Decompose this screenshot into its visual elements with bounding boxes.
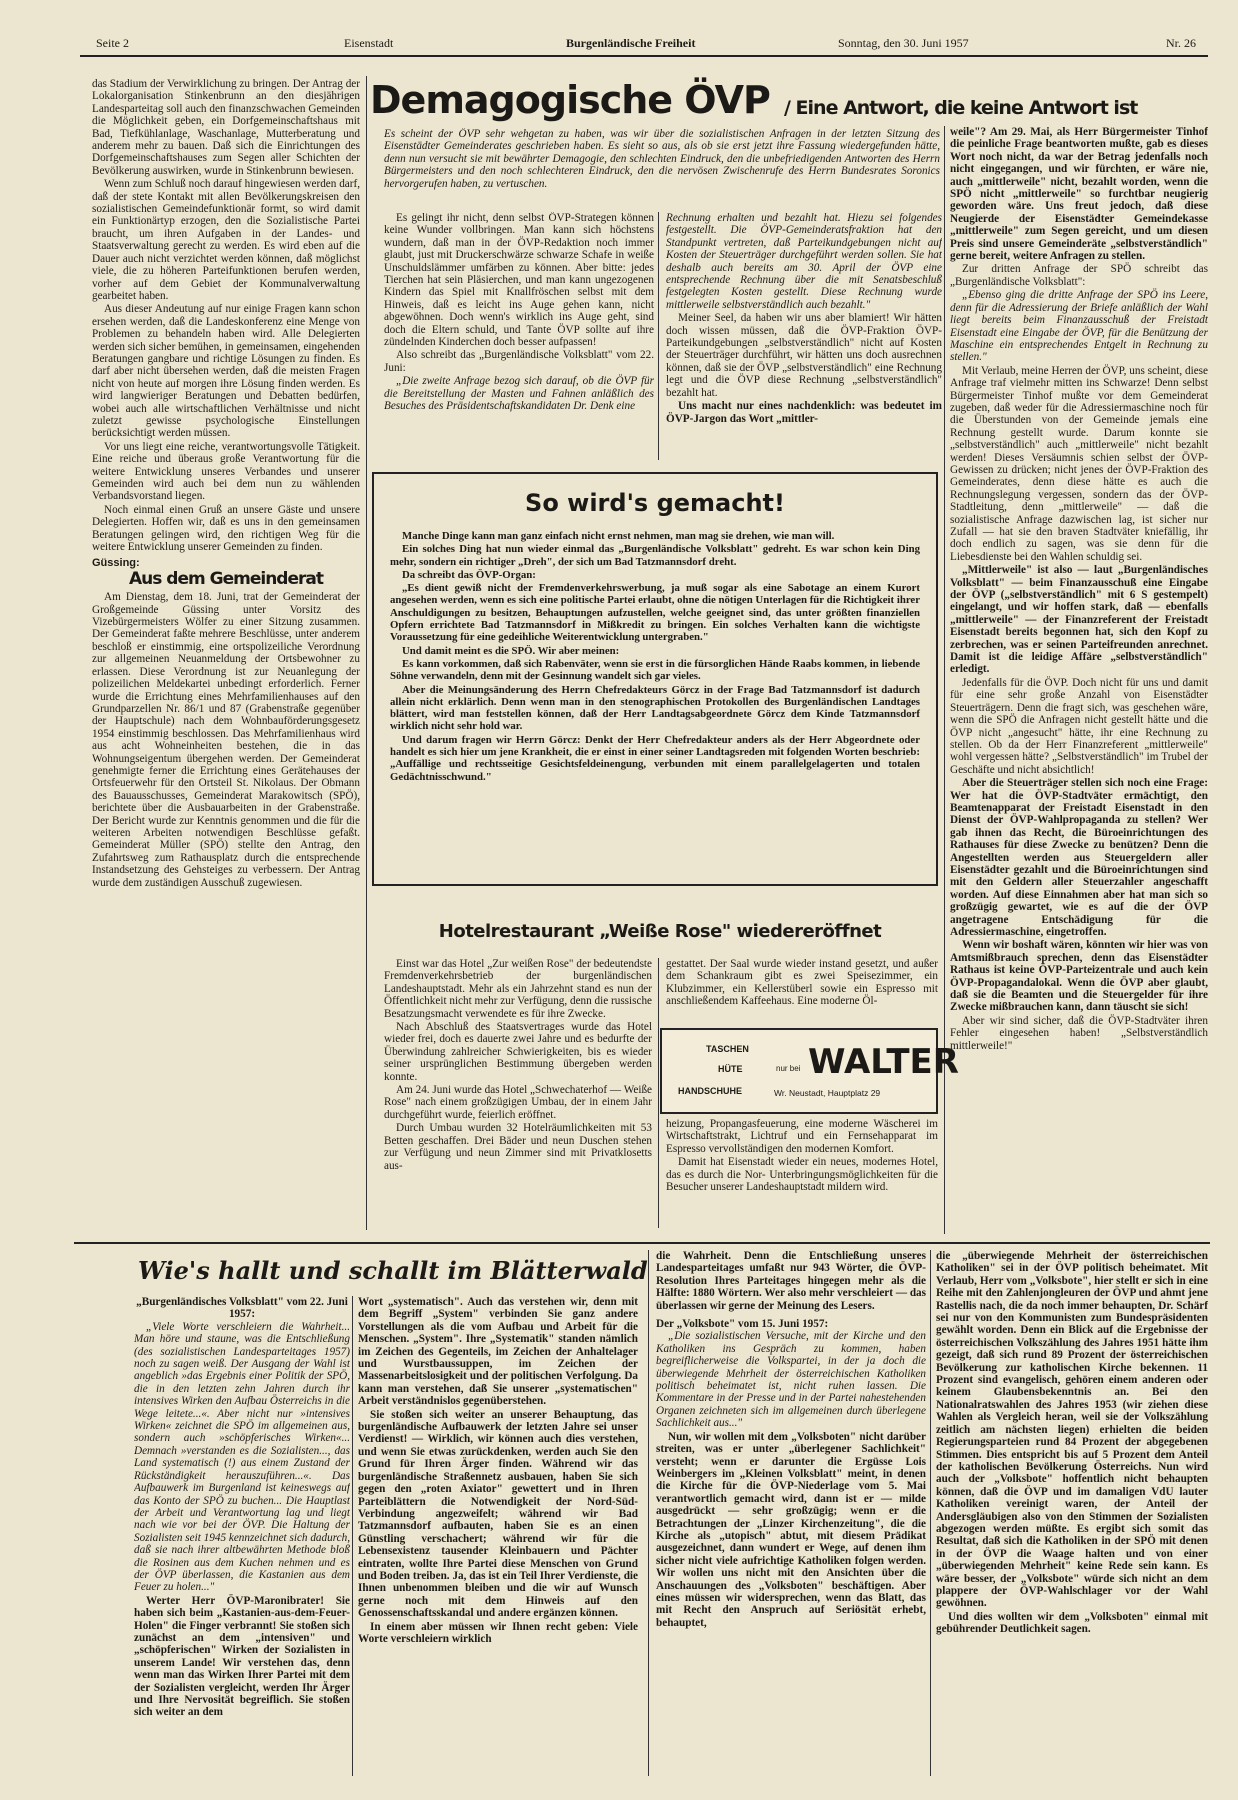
header-rule <box>80 55 1208 57</box>
ad-line: TASCHEN <box>706 1044 749 1054</box>
column-rule <box>366 76 367 1230</box>
box-paragraph: Es kann vorkommen, daß sich Rabenväter, wenn sie erst in die fürsorglichen Hände Raabs kommen, in liebende Söhne verwandeln, denn mit der Gesinnung wandelt sich gar vieles. <box>390 657 920 683</box>
hotel-column-1 <box>384 958 652 1228</box>
main-paragraph: „Mittlerweile" ist also — laut „Burgenländisches Volksblatt" — beim Finanzausschuß eine Eingabe der ÖVP („selbstverständlich" mit 6 S gestempelt) eingelangt, und wir hoffen stark, daß — ebenfalls „mittlerweile" — der Finanzreferent der Freistadt Eisenstadt bereits begonnen hat, sich den Kopf zu zerbrechen, was er seinen Parteifreunden anrechnet. Damit ist die leidige Affäre „selbstverständlich" erledigt. <box>950 564 1208 676</box>
main-paragraph: Aber die Steuerträger stellen sich noch eine Frage: Wer hat die ÖVP-Stadtväter ermächtigt, den Beamtenapparat der Freistadt Eisenstadt in den Dienst der ÖVP-Wahlpropaganda zu stellen? Wer gab ihnen das Recht, die Büroeinrichtungen des Rathauses für diese Zwecke zu benützen? Denn die Angestellten werden aus Steuergeldern aller Eisenstädter gezahlt und die Büroeinrichtungen sind mit den Geldern aller Steuerzahler angeschafft worden. Auf diese Einnahmen aber hat man sich so großzügig gewartet, wie es auf die der ÖVP angetragene Entschädigung für die Adressiermaschine, eingetroffen. <box>950 777 1208 938</box>
column-rule <box>658 958 659 1228</box>
hotel-column-2b <box>666 1118 938 1232</box>
column-rule <box>658 212 659 460</box>
walter-advertisement <box>660 1028 959 1114</box>
box-paragraph: Und damit meint es die SPÖ. Wir aber meinen: <box>402 644 620 657</box>
left-paragraph: Wenn zum Schluß noch darauf hingewiesen werden darf, daß der stete Kontakt mit allen Bevölkerungskreisen den sozialistischen Gemeindefunktionär formt, so wird damit ein Funktionärtyp erzogen, den die Sozialistische Partei braucht, um ihren Aufgaben in der Landes- und Staatsverwaltung gerecht zu werden. Es wird eben auf die Dauer auch nicht verzichtet werden können, daß möglichst viele, die zu höheren Parteifunktionen berufen werden, vorher auf dem Gebiet der Kommunalverwaltung gearbeitet haben. <box>92 178 360 302</box>
main-column-3 <box>950 126 1208 1240</box>
main-paragraph: Jedenfalls für die ÖVP. Doch nicht für uns und damit für eine sehr große Anzahl von Eisenstädter Steuerträgern. Denn die fragt sich, was geschehen wäre, wenn die SPÖ die Anfragen nicht gestellt hätte und die ÖVP nicht „angesucht" hätte, ihr eine Rechnung zu stellen. Ob da der Herr Finanzreferent „mittlerweile" wohl vergessen hätte? „Selbstverständlich" im Trubel der Geschäfte und nicht absichtlich! <box>950 676 1208 776</box>
bottom-paragraph: die Wahrheit. Denn die Entschließung unseres Landesparteitages umfaßt nur 943 Wörter, die ÖVP-Resolution Ihres Parteitages hingegen mehr als die Hälfte: 1880 Wörtern. Wer also mehr verschleiert — das überlassen wir gerne der Meinung des Lesers. <box>656 1250 926 1312</box>
bottom-paragraph: Wort „systematisch". Auch das verstehen wir, denn mit dem Begriff „System" verbinden Sie ganz andere Vorstellungen als die vom Aufbau und Arbeit für die Menschen. „System". Ihre „Systematik" standen nämlich im Zeichen des Gegenteils, im Zeichen der Anhaltelager und Wurstbaussuppen, im Zeichen der Massenarbeitslosigkeit und der politischen Verfolgung. Da kann man verstehen, daß Sie unserer „systematischen" Arbeit verständnislos gegenüberstehen. <box>358 1296 638 1408</box>
main-quote: Rechnung erhalten und bezahlt hat. Hiezu sei folgendes festgestellt. Die ÖVP-Gemeinderatsfraktion hat den Standpunkt vertreten, daß Parteikundgebungen nicht auf Kosten der Steuerträger durchgeführt werden sollen. Sie hat deshalb auch bereits am 30. April der ÖVP eine entsprechende Rechnung über die mit Senatsbeschluß festgelegten Kosten gestellt. Diese Rechnung wurde mittlerweile selbstverständlich auch bezahlt." <box>666 212 942 311</box>
main-column-1 <box>384 212 654 462</box>
box-body <box>374 530 936 784</box>
hotel-paragraph: Am 24. Juni wurde das Hotel „Schwechaterhof — Weiße Rose" nach einem großzügigen Umbau, der in einem Jahr durchgeführt wurde, feierlich eröffnet. <box>384 1084 652 1121</box>
hotel-paragraph: Nach Abschluß des Staatsvertrages wurde das Hotel wieder frei, doch es dauerte zwei Jahre und es bedurfte der Überwindung zahlreicher Schwierigkeiten, bis es wieder seiner ursprünglichen Bestimmung übergeben werden konnte. <box>384 1021 652 1083</box>
left-paragraph: Vor uns liegt eine reiche, verantwortungsvolle Tätigkeit. Eine reiche und überaus große Verantwortung für die weitere Entwicklung unseres Verbandes und unserer Gemeinden wird auch bei dem nun zu wählenden Verbandsvorstand liegen. <box>92 440 360 503</box>
bottom-column-2 <box>358 1296 638 1776</box>
bottom-quote: „Die sozialistischen Versuche, mit der Kirche und den Katholiken ins Gespräch zu kommen, haben begreiflicherweise die Volkspartei, in der ja doch die überwiegende Mehrheit der österreichischen Katholiken politisch beheimatet ist, nicht ruhen lassen. Die Kommentare in der Presse und in der Partei nahestehenden Organen zeichneten sich im allgemeinen durch überlegene Sachlichkeit aus..." <box>656 1330 926 1430</box>
main-paragraph: Meiner Seel, da haben wir uns aber blamiert! Wir hätten doch wissen müssen, daß die ÖVP-Fraktion ÖVP-Parteikundgebungen „selbstverständlich" nicht auf Kosten der Steuerträger durchführt, wir hätten uns doch ausrechnen können, daß sie der ÖVP „selbstverständlich" eine Rechnung legt und die ÖVP diese Rechnung „selbstverständlich" bezahlt hat. <box>666 312 942 399</box>
bottom-paragraph: Werter Herr ÖVP-Maronibrater! Sie haben sich beim „Kastanien-aus-dem-Feuer-Holen" die Finger verbrannt! Sie stoßen sich zunächst an dem „intensiven" und „schöpferischen" Wirken der Sozialisten in unserem Lande! Wir verstehen das, denn wenn man das Wirken Ihrer Partei mit dem der Sozialisten vergleicht, werden Ihr Ärger und Ihre Nervosität begreiflich. Sie stoßen sich weiter an dem <box>134 1594 350 1719</box>
bottom-paragraph: Nun, wir wollen mit dem „Volksboten" nicht darüber streiten, was er unter „überlegener Sachlichkeit" versteht; wenn er darunter die Ergüsse Lois Weinbergers im „Kleinen Volksblatt" meint, in denen die Kirche für die ÖVP-Niederlage vom 5. Mai verantwortlich gemacht wird, dann ist er — milde ausgedrückt — sehr großzügig; wenn er die Betrachtungen der „Linzer Kirchenzeitung", die die Kirche als „utopisch" abtut, mit diesem Prädikat ausgezeichnet, dann wundert er Wege, auf denen ihm sicher nicht viele aufrichtige Katholiken folgen werden. Wir wollen uns nicht mit den Ansichten über die Anschauungen des „Volksboten" beschäftigen. Aber eines müssen wir widersprechen, wenn das Blatt, das mit Recht den Anspruch auf Seriösität erhebt, behauptet, <box>656 1430 926 1629</box>
main-paragraph: Wenn wir boshaft wären, könnten wir hier was von Amtsmißbrauch sprechen, denn das Eisenstädter Rathaus ist keine ÖVP-Parteizentrale und auch kein ÖVP-Propagandalokal. Wenn die ÖVP aber glaubt, daß sie die Beamten und die Steuergelder für ihre Zwecke mißbrauchen kann, dann täuscht sie sich! <box>950 939 1208 1014</box>
bottom-paragraph: Und dies wollten wir dem „Volksboten" einmal mit gebührender Deutlichkeit sagen. <box>936 1610 1208 1636</box>
main-quote: „Ebenso ging die dritte Anfrage der SPÖ ins Leere, denn für die Adressierung der Briefe anläßlich der Wahl liegt bereits beim Finanzausschuß der Freistadt Eisenstadt eine Eingabe der ÖVP, für die Benützung der Maschine ein entsprechendes Entgelt in Rechnung zu stellen." <box>950 289 1208 364</box>
main-headline: Demagogische ÖVP <box>370 78 770 122</box>
page-number: Seite 2 <box>96 36 129 50</box>
article-headline: Aus dem Gemeinderat <box>129 568 323 589</box>
article-kicker: Güssing: <box>92 557 140 570</box>
hotel-paragraph: gestattet. Der Saal wurde wieder instand gesetzt, und außer dem Schankraum gibt es zwei Speisezimmer, ein Klubzimmer, ein Kellerstüberl sowie ein Espresso mit anschließendem Kaffeehaus. Eine moderne Öl- <box>666 958 938 1008</box>
newspaper-name: Burgenländische Freiheit <box>566 36 696 50</box>
bottom-column-4 <box>936 1250 1208 1776</box>
page-header <box>96 32 1206 54</box>
hotel-paragraph: heizung, Propangasfeuerung, eine moderne Wäscherei im Wirtschaftstrakt, Lichtruf und ein Fernsehapparat im Espresso vervollständigen den modernen Komfort. <box>666 1118 938 1155</box>
quote-source: Der „Volksbote" vom 15. Juni 1957: <box>656 1318 829 1331</box>
left-paragraph: Noch einmal einen Gruß an unsere Gäste und unsere Delegierten. Hoffen wir, daß es uns in den gemeinsamen Beratungen gelingen wird, den richtigen Weg für die weitere Entwicklung unserer Gemeinden zu finden. <box>92 503 360 554</box>
bottom-column-1 <box>134 1296 350 1776</box>
main-column-2 <box>666 212 942 462</box>
hotel-paragraph: Damit hat Eisenstadt wieder ein neues, modernes Hotel, das es durch die Nor- Unterbringungsmöglichkeiten für die Besucher unserer Landeshauptstadt mildern wird. <box>666 1156 938 1194</box>
bottom-paragraph: Sie stoßen sich weiter an unserer Behauptung, das burgenländische Aufbauwerk der letzten Jahre sei unser Verdienst! — Wirklich, wir können auch dies verstehen, und wenn Sie etwas zurückdenken, werden auch Sie den Grund für Ihren Ärger finden. Während wir das burgenländische Straßennetz ausbauen, haben Sie sich gegen den „roten Axiator" gewettert und in Ihren Parteiblättern die Notwendigkeit der Nord-Süd-Verbindung angezweifelt; während wir Bad Tatzmannsdorf aufbauten, haben Sie es an einen Günstling verschachert; während wir für die Lebensexistenz tausender Kleinbauern und Pächter eintraten, wollte Ihre Partei diese Menschen von Grund und Boden treiben. Ja, das ist ein Teil Ihrer Verdienste, die Ihnen unbenommen bleiben und die wir auf Wunsch gerne noch mit dem Hinweis auf den Genossenschaftsskandal und andere ergänzen können. <box>358 1408 638 1620</box>
main-paragraph: Zur dritten Anfrage der SPÖ schreibt das „Burgenländische Volksblatt": <box>950 263 1208 288</box>
main-paragraph: Es gelingt ihr nicht, denn selbst ÖVP-Strategen können keine Wunder vollbringen. Man kann sich höchstens wundern, daß man in der ÖVP-Redaktion noch immer glaubt, just mit Druckerschwärze schwarze Schafe in weiße Unschuldslämmer umfärben zu können. Aber bitte: jedes Tierchen hat sein Pläsierchen, und man kann ungezogenen Kindern das Spiel mit Knallfröschen selbst mit dem Hinweis, daß es leicht ins Auge gehen kann, nicht abgewöhnen. Doch wenn's wirklich ins Auge geht, sind doch die Eltern schuld, und Tante ÖVP sollte auf ihre zündelnden Kinderchen doch besser aufpassen! <box>384 212 654 349</box>
city-label: Eisenstadt <box>344 36 394 50</box>
quote-source: „Burgenländisches Volksblatt" vom 22. Juni 1957: <box>136 1296 348 1321</box>
issue-date: Sonntag, den 30. Juni 1957 <box>838 36 969 50</box>
bottom-paragraph: die „überwiegende Mehrheit der österreichischen Katholiken" sei in der ÖVP politisch beheimatet. Mit Verlaub, Herr vom „Volksbote", hier stellt er sich in eine Reihe mit den Zahlenjongleuren der ÖVP und ahmt jene Rastellis nach, die da noch immer behaupten, Dr. Schärf sei nur von den Kommunisten zum Bundespräsidenten gewählt worden. Denn ein Blick auf die Ergebnisse der österreichischen Volkszählung des Jahres 1951 hätte ihm gezeigt, daß sich rund 89 Prozent der österreichischen Bevölkerung zur katholischen Kirche bekennen. 11 Prozent sind evangelisch, gehören einem anderen oder keinem Glaubensbekenntnis an. Bei den Nationalratswahlen des Jahres 1953 (wir ziehen diese Wahlen als Vergleich heran, weil sie der Volkszählung zeitlich am nächsten liegen) erhielten die beiden Regierungsparteien rund 84 Prozent der abgegebenen Stimmen. Dies entspricht bis auf 5 Prozent dem Anteil der katholischen Bevölkerung Österreichs. Nun wird auch der „Volksbote" hoffentlich nicht behaupten können, daß die ÖVP und im damaligen VdU lauter Katholiken vereinigt waren, der Anteil der Andersgläubigen also von den Stimmen der Sozialisten abgezogen werden müßte. Es ergibt sich somit das Resultat, daß sich die Katholiken in der SPÖ mit denen in der ÖVP die Waage halten und von einer „überwiegenden Mehrheit" keine Rede sein kann. Es wäre besser, der „Volksbote" würde sich nicht an dem plappere der ÖVP-Wahlschlager vor der Wahl gewöhnen. <box>936 1250 1208 1610</box>
hotel-headline: Hotelrestaurant „Weiße Rose" wiedereröffnet <box>438 921 882 942</box>
column-rule <box>930 1250 931 1776</box>
blaetterwald-headline: Wie's hallt und schallt im Blätterwald <box>138 1256 648 1285</box>
left-column <box>92 78 360 1208</box>
bottom-column-3 <box>656 1250 926 1776</box>
ad-line: HÜTE <box>718 1064 743 1074</box>
column-rule <box>648 1250 649 1776</box>
boxed-article <box>372 472 938 886</box>
column-rule <box>352 1296 353 1776</box>
box-paragraph: Manche Dinge kann man ganz einfach nicht ernst nehmen, man mag sie drehen, wie man will. <box>402 530 835 542</box>
box-headline: So wird's gemacht! <box>525 489 785 517</box>
left-paragraph: Am Dienstag, dem 18. Juni, trat der Gemeinderat der Großgemeinde Güssing unter Vorsitz des Vizebürgermeisters Wölfer zu einer Sitzung zusammen. Der Gemeinderat faßte mehrere Beschlüsse, unter anderem beschloß er einstimmig, eine ortspolizeiliche Verordnung zur allgemeinen Neuanmeldung der Ortsbewohner zu erlassen. Diese Verordnung ist zur Neuanlegung der polizeilichen Meldekartei unbedingt erforderlich. Ferner wurde die Errichtung eines Mehrfamilienhauses auf den Grundparzellen Nr. 86/1 und 87 (Grabenstraße gegenüber der Hauptschule) nach dem Wohnbauförderungsgesetz 1954 einstimmig beschlossen. Das Mehrfamilienhaus wird aus acht Wohneinheiten bestehen, die in das Wohnungseigentum übergehen werden. Der Gemeinderat genehmigte ferner die Errichtung eines Gerätehauses der Ortsfeuerwehr für den Ortsteil St. Nikolaus. Der Obmann des Bauausschusses, Gemeinderat Marakowitsch (SPÖ), berichtete über die Ausbauarbeiten in der Grabenstraße. Der Bericht wurde zur Kenntnis genommen und die für die weiteren Arbeiten notwendigen Beschlüsse gefaßt. Gemeinderat Müller (SPÖ) stellte den Antrag, den Zufahrtsweg zum Rathausplatz durch die entsprechende Instandsetzung des Gehsteiges zu verbessern. Der Antrag wurde dem zuständigen Ausschuß zugewiesen. <box>92 591 360 889</box>
hotel-column-2a <box>666 958 938 1022</box>
main-paragraph: Mit Verlaub, meine Herren der ÖVP, uns scheint, diese Anfrage traf vielmehr mitten ins Schwarze! Denn selbst Bürgermeister Tinhof mußte vor dem Gemeinderat zugeben, daß weder für die Adressiermaschine noch für die Überstunden von der Gemeinde jemals eine Rechnung gestellt wurde. Darum konnte sie „selbstverständlich" auch „mittlerweile" nicht bezahlt werden! Dieses Versäumnis schien selbst der ÖVP-Gewissen zu drücken; nicht jenes der ÖVP-Fraktion des Gemeinderates, denn diese hätte es auch die Rechnungslegung vergessen, sondern das der ÖVP-Stadtleitung, denn „mittlerweile" — daß die sozialistische Anfrage dazwischen lag, ist sicher nur Zufall — hat sie den braven Stadtväter kniefällig, ihr doch endlich zu sagen, was sie denn für die Liebesdienste bei den Wahlen schuldig sei. <box>950 364 1208 563</box>
issue-number: Nr. 26 <box>1166 36 1196 50</box>
box-paragraph: Aber die Meinungsänderung des Herrn Chefredakteurs Görcz in der Frage Bad Tatzmannsdorf ist dadurch allein nicht erklärlich. Denn wenn man in den stenographischen Protokollen des Burgenländischen Landtages blättert, wird man feststellen können, daß der Herr Landtagsabgeordnete Görcz dem Kinde Tatzmannsdorf wirklich nicht sehr hold war. <box>390 683 920 733</box>
left-paragraph: Aus dieser Andeutung auf nur einige Fragen kann schon ersehen werden, daß die Landeskonferenz eine Menge von Problemen zu behandeln haben wird. Alle Delegierten werden sich sicher bemühen, in gemeinsamen, eingehenden Beratungen gangbare und richtige Lösungen zu finden. Es darf aber nicht übersehen werden, daß die meisten Fragen nicht von heute auf morgen ihre Lösung finden werden. Es wird langwieriger Beratungen und Debatten bedürfen, wobei auch alle wirtschaftlichen Verhältnisse und nicht zuletzt gewisse psychologische Einstellungen berücksichtigt werden müssen. <box>92 303 360 440</box>
box-paragraph: Ein solches Ding hat nun wieder einmal das „Burgenländische Volksblatt" gedreht. Es war schon kein Ding mehr, sondern ein richtiger „Dreh", der sich um Bad Tatzmannsdorf dreht. <box>390 543 920 568</box>
main-paragraph: Aber wir sind sicher, daß die ÖVP-Stadtväter ihren Fehler eingesehen haben! „Selbstverständlich mittlerweile!" <box>950 1014 1208 1052</box>
ad-brand: WALTER <box>808 1042 959 1082</box>
ad-line: HANDSCHUHE <box>678 1086 743 1096</box>
main-paragraph: weile"? Am 29. Mai, als Herr Bürgermeister Tinhof die peinliche Frage beantworten mußte, gab es dieses Wort noch nicht, da war der Betrag jedenfalls noch nicht eingegangen, und wir fürchten, er wäre nie, auch „mittlerweile" nicht, bezahlt worden, wenn die SPÖ nicht „mittlerweile" so furchtbar neugierig geworden wäre. Uns freut jedoch, daß diese Neugierde der Eisenstädter Gemeindekasse „mittlerweile" zum Segen gereicht, und um diesen Preis sind unsere Gemeinderäte „selbstverständlich" gerne bereit, weitere Anfragen zu stellen. <box>950 126 1208 263</box>
bottom-quote: „Viele Worte verschleiern die Wahrheit... Man höre und staune, was die Entschließung (des sozialistischen Landesparteitages 1957) noch zu sagen weiß. Der Ausgang der Wahl ist angeblich »das Ergebnis einer Politik der SPÖ, die in den letzten zehn Jahren durch ihr intensives Wirken den Aufbau Österreichs in die Wege leitete...«. Aber nicht nur »intensives Wirken« zeichnet die SPÖ im allgemeinen aus, sondern auch »schöpferisches Wirken«... Demnach »verstanden es die Sozialisten..., das Land systematisch (!) aus einem Zustand der Rückständigkeit herauszuführen...«. Das Aufbauwerk im Burgenland ist keineswegs auf das Konto der SPÖ zu buchen... Die Hauptlast der Arbeit und Verantwortung lag und liegt nach wie vor bei der ÖVP. Die Haltung der Sozialisten seit 1945 kennzeichnet sich dadurch, daß sie nach ihrer altbewährten Methode bloß die Rosinen aus dem Kuchen nehmen und es der ÖVP überlassen, die Kastanien aus dem Feuer zu holen..." <box>134 1320 350 1594</box>
hotel-paragraph: Einst war das Hotel „Zur weißen Rose" der bedeutendste Fremdenverkehrsbetrieb der burgenländischen Landeshauptstadt. Mehr als ein Jahrzehnt stand es nun der Öffentlichkeit nicht mehr zur Verfügung, denn die russische Besatzungsmacht verwendete es für ihre Zwecke. <box>384 958 652 1020</box>
main-lead: Es scheint der ÖVP sehr wehgetan zu haben, was wir über die sozialistischen Anfragen in der letzten Sitzung des Eisenstädter Gemeinderates geschrieben haben. Es sieht so aus, als ob sie erst jetzt ihre Fassung wiedergefunden hätte, denn nun versucht sie mit bewährter Demagogie, den schlechten Eindruck, den die unbefriedigenden Antworten des Herrn Bürgermeisters und den noch schlechteren Eindruck, den die nervösen Zwischenrufe des Herrn Bundesrates Soronics hervorgerufen haben, zu vertuschen. <box>384 128 940 190</box>
main-paragraph: Uns macht nur eines nachdenklich: was bedeutet im ÖVP-Jargon das Wort „mittler- <box>666 400 942 425</box>
ad-address: Wr. Neustadt, Hauptplatz 29 <box>774 1088 881 1098</box>
box-paragraph: Und darum fragen wir Herrn Görcz: Denkt der Herr Chefredakteur anders als der Herr Abgeordnete oder handelt es sich hier um jene Krankheit, die er einst in einer seiner Landtagsreden mit folgenden Worten beschrieb: „Auffällige und rechtsseitige Gesichtsfeldeinengung, verbunden mit einem parallelgelagerten und totalen Gedächtnisschwund." <box>390 733 920 783</box>
bottom-paragraph: In einem aber müssen wir Ihnen recht geben: Viele Worte verschleiern wirklich <box>358 1620 638 1645</box>
box-paragraph: Da schreibt das ÖVP-Organ: <box>402 568 536 581</box>
section-rule <box>74 1242 1210 1244</box>
main-paragraph: Also schreibt das „Burgenländische Volksblatt" vom 22. Juni: <box>384 349 654 374</box>
ad-nurbei: nur bei <box>776 1064 801 1073</box>
left-paragraph: das Stadium der Verwirklichung zu bringen. Der Antrag der Lokalorganisation Stinkenbrunn an den diesjährigen Landesparteitag soll auch den finanzschwachen Gemeinden die Möglichkeit geben, ein Dorfgemeinschaftshaus mit Bad, Tiefkühlanlage, Waschanlage, Mutterberatung und anderem mehr zu bauen. Daß sich die Einrichtungen des Dorfgemeinschaftshauses zum Segen aller Schichten der Bevölkerung auswirken, wurde in Stinkenbrunn bewiesen. <box>92 78 360 177</box>
hotel-paragraph: Durch Umbau wurden 32 Hotelräumlichkeiten mit 53 Betten geschaffen. Drei Bäder und neun Duschen stehen zur Verfügung und neun Zimmer sind mit Privatklosetts aus- <box>384 1122 652 1172</box>
box-paragraph: „Es dient gewiß nicht der Fremdenverkehrswerbung, ja muß sogar als eine Sabotage an einem Kurort angesehen werden, wenn es sich eine politische Partei erlaubt, ohne die nötigen Unterlagen für die Richtigkeit ihrer Anschuldigungen zu besitzen, Behauptungen aufzustellen, welche geeignet sind, das unter größten finanziellen Opfern errichtete Bad Tatzmannsdorf in Mißkredit zu bringen. Ein solches Verhalten kann die wichtigste Voraussetzung für eine gedeihliche Weiterentwicklung untergraben." <box>390 582 920 644</box>
main-subheadline: / Eine Antwort, die keine Antwort ist <box>784 97 1138 119</box>
main-quote: „Die zweite Anfrage bezog sich darauf, ob die ÖVP für die Bereitstellung der Masten und Fahnen anläßlich des Besuches des Präsidentschaftskandidaten Dr. Denk eine <box>384 375 654 413</box>
